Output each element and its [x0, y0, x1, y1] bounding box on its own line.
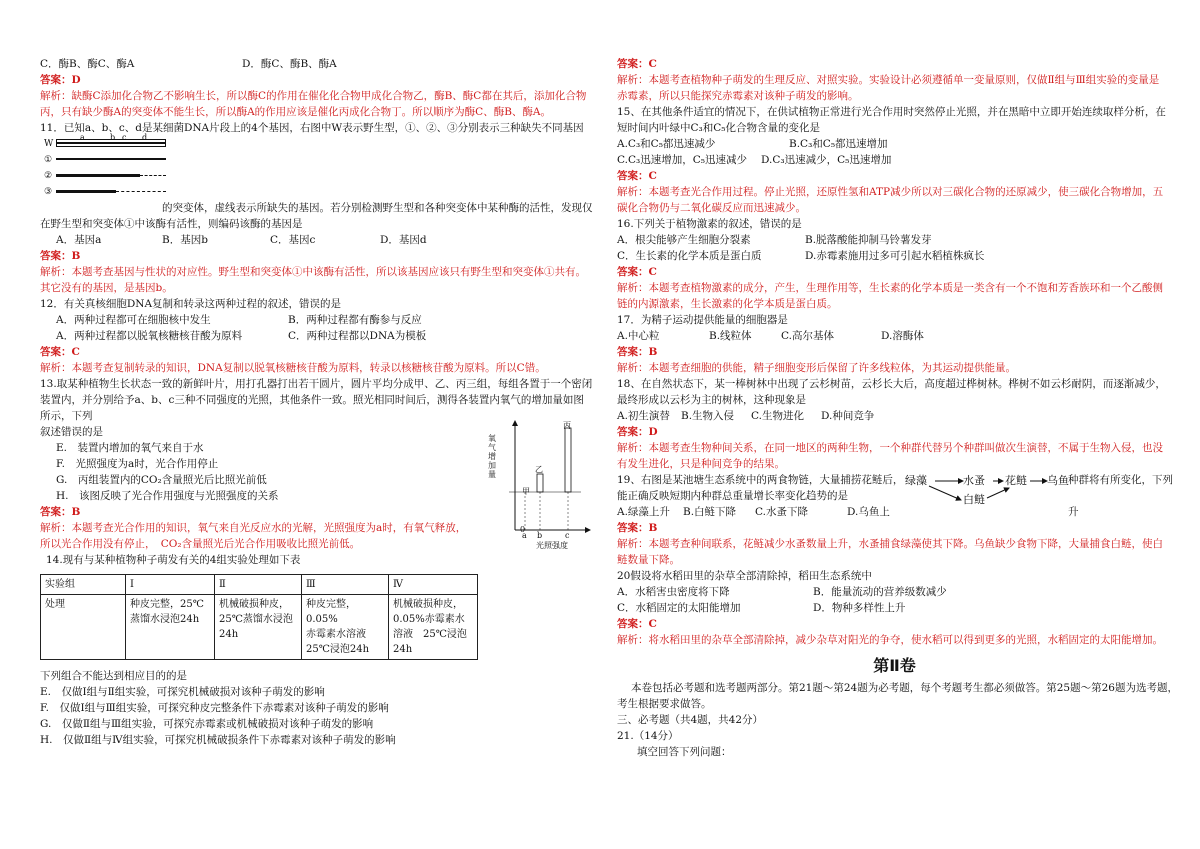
question-11: 11．已知a、b、c、d是某细菌DNA片段上的4个基因，右图中W表示野生型，①、②、③分别表示三种缺失不同基因: [40, 122, 584, 134]
question-16: 16.下列关于植物激素的叙述，错误的是: [617, 218, 802, 230]
mutant-3-bar: [56, 190, 116, 193]
option: B.线粒体: [709, 330, 752, 342]
cell-line: 24h: [393, 644, 413, 655]
option: A．两种过程都以脱氧核糖核苷酸为原料: [56, 330, 243, 342]
q17-options: [617, 328, 1172, 344]
option: D.赤霉素施用过多可引起水稻植株疯长: [805, 250, 985, 262]
q16-options: [617, 232, 1172, 248]
option: H. 仅做Ⅱ组与Ⅳ组实验，可探究机械破损条件下赤霉素对该种子萌发的影响: [40, 734, 396, 746]
table-cell: [302, 595, 389, 660]
option: D．酶C、酶B、酶A: [242, 58, 337, 70]
origin-label: 0: [520, 525, 526, 534]
node-snakehead: 乌鱼: [1047, 474, 1069, 487]
table-row: [41, 595, 478, 660]
option: A．水稻害虫密度将下降: [617, 586, 730, 598]
q15-options: [617, 152, 1172, 168]
explanation: 丙，只有缺少酶A的突变体不能生长，所以酶A的作用应该是催化丙成化合物丁。所以顺序为酶C、酶B、酶A。: [40, 106, 551, 118]
option: F. 仅做Ⅰ组与Ⅲ组实验，可探究种皮完整条件下赤霉素对该种子萌发的影响: [40, 702, 389, 714]
answer: 答案：B: [40, 250, 81, 262]
table-row: [41, 575, 478, 595]
right-column: [617, 56, 1178, 760]
answer: 答案：B: [617, 522, 658, 534]
question-18: 最终形成以云杉为主的树林，这种现象是: [617, 394, 806, 406]
question-19: 19、右图是某池塘生态系统中的两食物链，大量捕捞花鲢后，: [617, 474, 904, 486]
question-13: 叙述错误的是: [40, 426, 103, 438]
mutant-1-label: ①: [44, 155, 53, 165]
table-header-cell: Ⅱ: [215, 575, 302, 595]
explanation: 解析：本题考查细胞的供能，精子细胞变形后保留了许多线粒体，为其运动提供能量。: [617, 362, 1016, 374]
gene-d-label: d: [142, 133, 148, 142]
x-tick-b: b: [537, 531, 543, 540]
option: F. 光照强度为a时，光合作用停止: [56, 458, 219, 470]
question-18: 18、在自然状态下，某一棒树林中出现了云杉树苗，云杉长大后，高度超过桦树林。桦树不如云杉耐阴，而逐渐减少，: [617, 378, 1166, 390]
bar-bing: [565, 428, 571, 492]
option: D．物种多样性上升: [813, 602, 906, 614]
answer: 答案：C: [617, 618, 657, 630]
bar-jia-label: 甲: [522, 487, 530, 496]
cell-line: 蒸馏水浸泡24h: [130, 614, 200, 625]
option: C.生物进化: [751, 410, 804, 422]
explanation: 解析：本题考查光合作用的知识，氧气来自光反应水的光解，光照强度为a时，有氧气释放，: [40, 522, 467, 534]
option: A.中心粒: [617, 330, 660, 342]
q11-text: 的突变体，虚线表示所缺失的基因。若分别检测野生型和各种突变体中某种酶的活性，发现仅: [162, 202, 593, 214]
option: G. 仅做Ⅱ组与Ⅲ组实验，可探究赤霉素或机械破损对该种子萌发的影响: [40, 718, 374, 730]
option: E. 仅做Ⅰ组与Ⅱ组实验，可探究机械破损对该种子萌发的影响: [40, 686, 325, 698]
option: E. 装置内增加的氧气来自于水: [56, 442, 204, 454]
option: A．根尖能够产生细胞分裂素: [617, 234, 751, 246]
y-axis-label: 氧气增加量: [488, 434, 496, 479]
option: B.C₃和C₅都迅速增加: [789, 138, 888, 150]
section-title: 第Ⅱ卷: [873, 656, 916, 675]
explanation: 解析：缺酶C添加化合物乙不影响生长，所以酶C的作用在催化化合物甲成化合物乙，酶B、酶C都在其后，添加化合物: [40, 90, 587, 102]
node-daphnia: 水蚤: [963, 474, 985, 487]
q13-block: [40, 421, 602, 552]
table-header-cell: Ⅰ: [126, 575, 215, 595]
question-19-tail: 升: [1068, 506, 1079, 518]
question-19: 能正确反映短期内种群总重量增长率变化趋势的是: [617, 490, 848, 502]
explanation: 解析：本题考查植物激素的成分，产生，生理作用等，生长素的化学本质是一类含有一个不饱和芳香族环和一个乙酸侧: [617, 282, 1163, 294]
mutant-1-bar: [56, 158, 166, 160]
answer: 答案：C: [617, 266, 657, 278]
mutant-2-label: ②: [44, 171, 53, 181]
cell-line: 赤霉素水溶液: [306, 629, 366, 640]
x-tick-c: c: [565, 531, 570, 540]
question-15: 15、在其他条件适宜的情况下，在供试植物正常进行光合作用时突然停止光照，并在黑暗中立即开始连续取样分析，在: [617, 106, 1166, 118]
option: G. 丙组装置内的CO₂含量照光后比照光前低: [56, 474, 267, 486]
question-12: 12．有关真核细胞DNA复制和转录这两种过程的叙述，错误的是: [40, 298, 342, 310]
node-silver-carp: 白鲢: [963, 493, 985, 506]
table-header-cell: Ⅳ: [389, 575, 478, 595]
table-header-cell: Ⅲ: [302, 575, 389, 595]
option: D.乌鱼上: [847, 506, 890, 518]
option: C．水稻固定的太阳能增加: [617, 602, 741, 614]
cell-line: 25℃蒸馏水浸泡: [219, 614, 293, 625]
option: B．能量流动的营养级数减少: [813, 586, 947, 598]
q12-options: [40, 328, 602, 344]
mutant-3-label: ③: [44, 187, 53, 197]
question-13: 所示，下列: [40, 410, 93, 422]
q14-question: 下列组合不能达到相应目的的是: [40, 670, 187, 682]
question-21: 21.（14分）: [617, 730, 679, 742]
cell-line: 0.05%赤霉素水: [393, 614, 465, 625]
table-header-cell: 实验组: [41, 575, 126, 595]
question-20: 20假设将水稻田里的杂草全部清除掉，稻田生态系统中: [617, 570, 872, 582]
mutant-3-deleted: [116, 191, 166, 192]
option: D．基因d: [380, 234, 427, 246]
gene-deletion-figure: [40, 133, 170, 200]
option: D.溶酶体: [881, 330, 924, 342]
option: B．基因b: [162, 234, 208, 246]
answer: 答案：D: [40, 74, 81, 86]
answer: 答案：B: [617, 346, 658, 358]
explanation: 有发生进化，只是种间竞争的结果。: [617, 458, 785, 470]
gene-b-label: b: [110, 133, 116, 142]
answer: 答案：C: [40, 346, 80, 358]
question-21-sub: 填空回答下列问题：: [637, 746, 732, 758]
question-13: 13.取某种植物生长状态一致的新鲜叶片，用打孔器打出若干圆片，圆片平均分成甲、乙、丙三组，每组各置于一个密闭: [40, 378, 593, 390]
explanation: 所以光合作用没有停止， CO₂含量照光后光合作用吸收比照光前低。: [40, 538, 361, 550]
question-17: 17．为精子运动提供能量的细胞器是: [617, 314, 788, 326]
bar-yi-label: 乙: [535, 465, 543, 474]
q18-options: [617, 408, 1172, 424]
option: C．生长素的化学本质是蛋白质: [617, 250, 762, 262]
option: C．两种过程都以DNA为模板: [288, 330, 427, 342]
option: C.水蚤下降: [755, 506, 808, 518]
table-cell: [126, 595, 215, 660]
q19-block: [617, 472, 1172, 520]
cell-line: 机械破损种皮，: [393, 599, 463, 610]
answer: 答案：C: [617, 58, 657, 70]
explanation: 解析：本题考查植物种子萌发的生理反应、对照实验。实验设计必须遵循单一变量原则，仅做Ⅱ组与Ⅲ组实验的变量是: [617, 74, 1160, 86]
answer: 答案：C: [617, 170, 657, 182]
option: H. 该图反映了光合作用强度与光照强度的关系: [56, 490, 279, 502]
cell-line: 种皮完整，0.05%: [306, 599, 356, 625]
x-tick-a: a: [522, 531, 527, 540]
part-heading: 三、必考题（共4题，共42分）: [617, 714, 764, 726]
wild-type-label: W: [44, 139, 54, 149]
option: D.C₃迅速减少，C₅迅速增加: [761, 154, 892, 166]
explanation: 其它没有的基因，是基因b。: [40, 282, 173, 294]
explanation: 碳化合物仍与二氧化碳反应而迅速减少。: [617, 202, 806, 214]
explanation: 链的内源激素，生长激素的化学本质是蛋白质。: [617, 298, 838, 310]
cell-line: 24h: [219, 629, 239, 640]
q12-options: [40, 312, 602, 328]
mutant-2-deleted: [140, 175, 166, 176]
option: C．基因c: [270, 234, 316, 246]
option: B.脱落酸能抑制马铃薯发芽: [805, 234, 932, 246]
cell-line: 25℃浸泡24h: [306, 644, 370, 655]
section-intro: 考生根据要求做答。: [617, 698, 712, 710]
bar-bing-label: 丙: [563, 421, 571, 430]
q19-options: [617, 504, 890, 520]
q15-options: [617, 136, 1172, 152]
option: B.白鲢下降: [683, 506, 737, 518]
q11-options: [40, 232, 602, 248]
explanation: 赤霉素，所以只能探究赤霉素对该种子萌发的影响。: [617, 90, 859, 102]
question-15: 短时间内叶绿中C₃和C₅化合物含量的变化是: [617, 122, 820, 134]
q10-options: [40, 56, 602, 72]
option: B.生物入侵: [681, 410, 735, 422]
explanation: 解析：本题考查种间联系，花鲢减少水蚤数量上升，水蚤捕食绿藻使其下降。乌鱼缺少食物下降，大量捕食白鲢，使白: [617, 538, 1163, 550]
gene-a-label: a: [80, 133, 85, 142]
cell-line: 机械破损种皮，: [219, 599, 289, 610]
option: B．两种过程都有酶参与反应: [288, 314, 422, 326]
x-axis-label: 光照强度: [536, 541, 568, 550]
question-19-tail: 种群将有所变化，下列: [1068, 474, 1173, 486]
question-13: 装置内，并分别给予a、b、c三种不同强度的光照，其他条件一致。照光相同时间后，测得各装置内氧气的增加量如图: [40, 394, 584, 406]
option: C.C₃迅速增加，C₅迅速减少: [617, 154, 747, 166]
option: C．酶B、酶C、酶A: [40, 58, 135, 70]
explanation: 解析：本题考查光合作用过程。停止光照，还原性氢和ATP减少所以对三碳化合物的还原减少，使三碳化合物增加，五: [617, 186, 1164, 198]
explanation: 鲢数量下降。: [617, 554, 680, 566]
experiment-table: [40, 574, 478, 660]
node-bighead-carp: 花鲢: [1005, 474, 1027, 487]
option: A．基因a: [56, 234, 102, 246]
q20-options: [617, 600, 1172, 616]
option: D.种间竞争: [821, 410, 875, 422]
table-cell: [389, 595, 478, 660]
explanation: 解析：本题考查基因与性状的对应性。野生型和突变体①中该酶有活性，所以该基因应该只有野生型和突变体①共有。: [40, 266, 586, 278]
explanation: 解析：本题考查生物种间关系，在同一地区的两种生物，一个种群代替另个种群叫做次生演替，不属于生物入侵，也没: [617, 442, 1163, 454]
q16-options: [617, 248, 1172, 264]
cell-line: 溶液 25℃浸泡: [393, 629, 467, 640]
option: A.初生演替: [617, 410, 670, 422]
table-row-label: 处理: [41, 595, 126, 660]
mutant-2-bar: [56, 174, 140, 177]
oxygen-bar-figure: [485, 418, 595, 546]
q20-options: [617, 584, 1172, 600]
gene-c-label: c: [122, 133, 127, 142]
q11-text: 在野生型和突变体①中该酶有活性，则编码该酶的基因是: [40, 218, 303, 230]
option: C.高尔基体: [781, 330, 834, 342]
option: A.绿藻上升: [617, 506, 670, 518]
left-column: [40, 56, 602, 748]
cell-line: 种皮完整，25℃: [130, 599, 204, 610]
answer: 答案：D: [617, 426, 658, 438]
section-intro: 本卷包括必考题和选考题两部分。第21题～第24题为必考题，每个考题考生都必须做答。第25题～第26题为选考题，: [631, 682, 1178, 694]
explanation: 解析：本题考查复制转录的知识，DNA复制以脱氧核糖核苷酸为原料，转录以核糖核苷酸为原料。所以C错。: [40, 362, 546, 374]
node-algae: 绿藻: [905, 474, 927, 487]
explanation: 解析：将水稻田里的杂草全部清除掉，减少杂草对阳光的争夺，使水稻可以得到更多的光照，水稻固定的太阳能增加。: [617, 634, 1163, 646]
question-14: 14.现有与某种植物种子萌发有关的4组实验处理如下表: [46, 554, 301, 566]
option: A.C₃和C₅都迅速减少: [617, 138, 716, 150]
table-cell: [215, 595, 302, 660]
answer: 答案：B: [40, 506, 81, 518]
option: A．两种过程都可在细胞核中发生: [56, 314, 211, 326]
